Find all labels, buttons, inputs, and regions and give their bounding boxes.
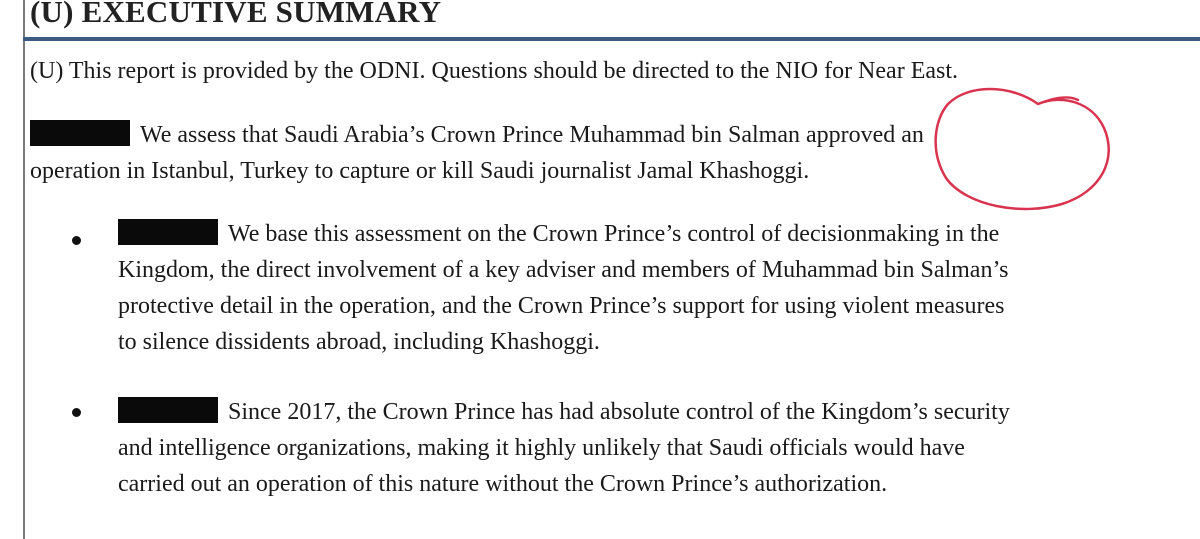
bullet-1-line-4: to silence dissidents abroad, including Khashoggi. — [118, 329, 600, 355]
bullet-marker — [72, 408, 81, 417]
bullet-1-text-1: We base this assessment on the Crown Prince’s control of decisionmaking in the — [228, 221, 1000, 247]
redaction-bar — [30, 120, 130, 146]
section-heading: (U) EXECUTIVE SUMMARY — [30, 0, 442, 29]
assessment-text-1: We assess that Saudi Arabia’s Crown Prince Muhammad bin Salman approved an — [140, 122, 924, 148]
assessment-line-1 — [30, 117, 924, 154]
left-margin-rule — [23, 0, 25, 539]
bullet-1-line-1 — [118, 216, 999, 253]
heading-underline — [23, 37, 1200, 41]
annotation-circle-stroke — [936, 89, 1109, 209]
bullet-2-text-1: Since 2017, the Crown Prince has had absolute control of the Kingdom’s security — [228, 399, 1010, 425]
bullet-1-line-2: Kingdom, the direct involvement of a key adviser and members of Muhammad bin Salman’s — [118, 257, 1009, 283]
intro-paragraph: (U) This report is provided by the ODNI. Questions should be directed to the NIO for Near East. — [30, 58, 959, 84]
bullet-1-line-3: protective detail in the operation, and the Crown Prince’s support for using violent measures — [118, 293, 1005, 319]
bullet-marker — [72, 236, 81, 245]
bullet-2-line-2: and intelligence organizations, making it highly unlikely that Saudi officials would have — [118, 435, 965, 461]
assessment-line-2: operation in Istanbul, Turkey to capture or kill Saudi journalist Jamal Khashoggi. — [30, 158, 810, 184]
bullet-2-line-1 — [118, 394, 1010, 431]
redaction-bar — [118, 219, 218, 245]
bullet-2-line-3: carried out an operation of this nature without the Crown Prince’s authorization. — [118, 471, 888, 497]
redaction-bar — [118, 397, 218, 423]
